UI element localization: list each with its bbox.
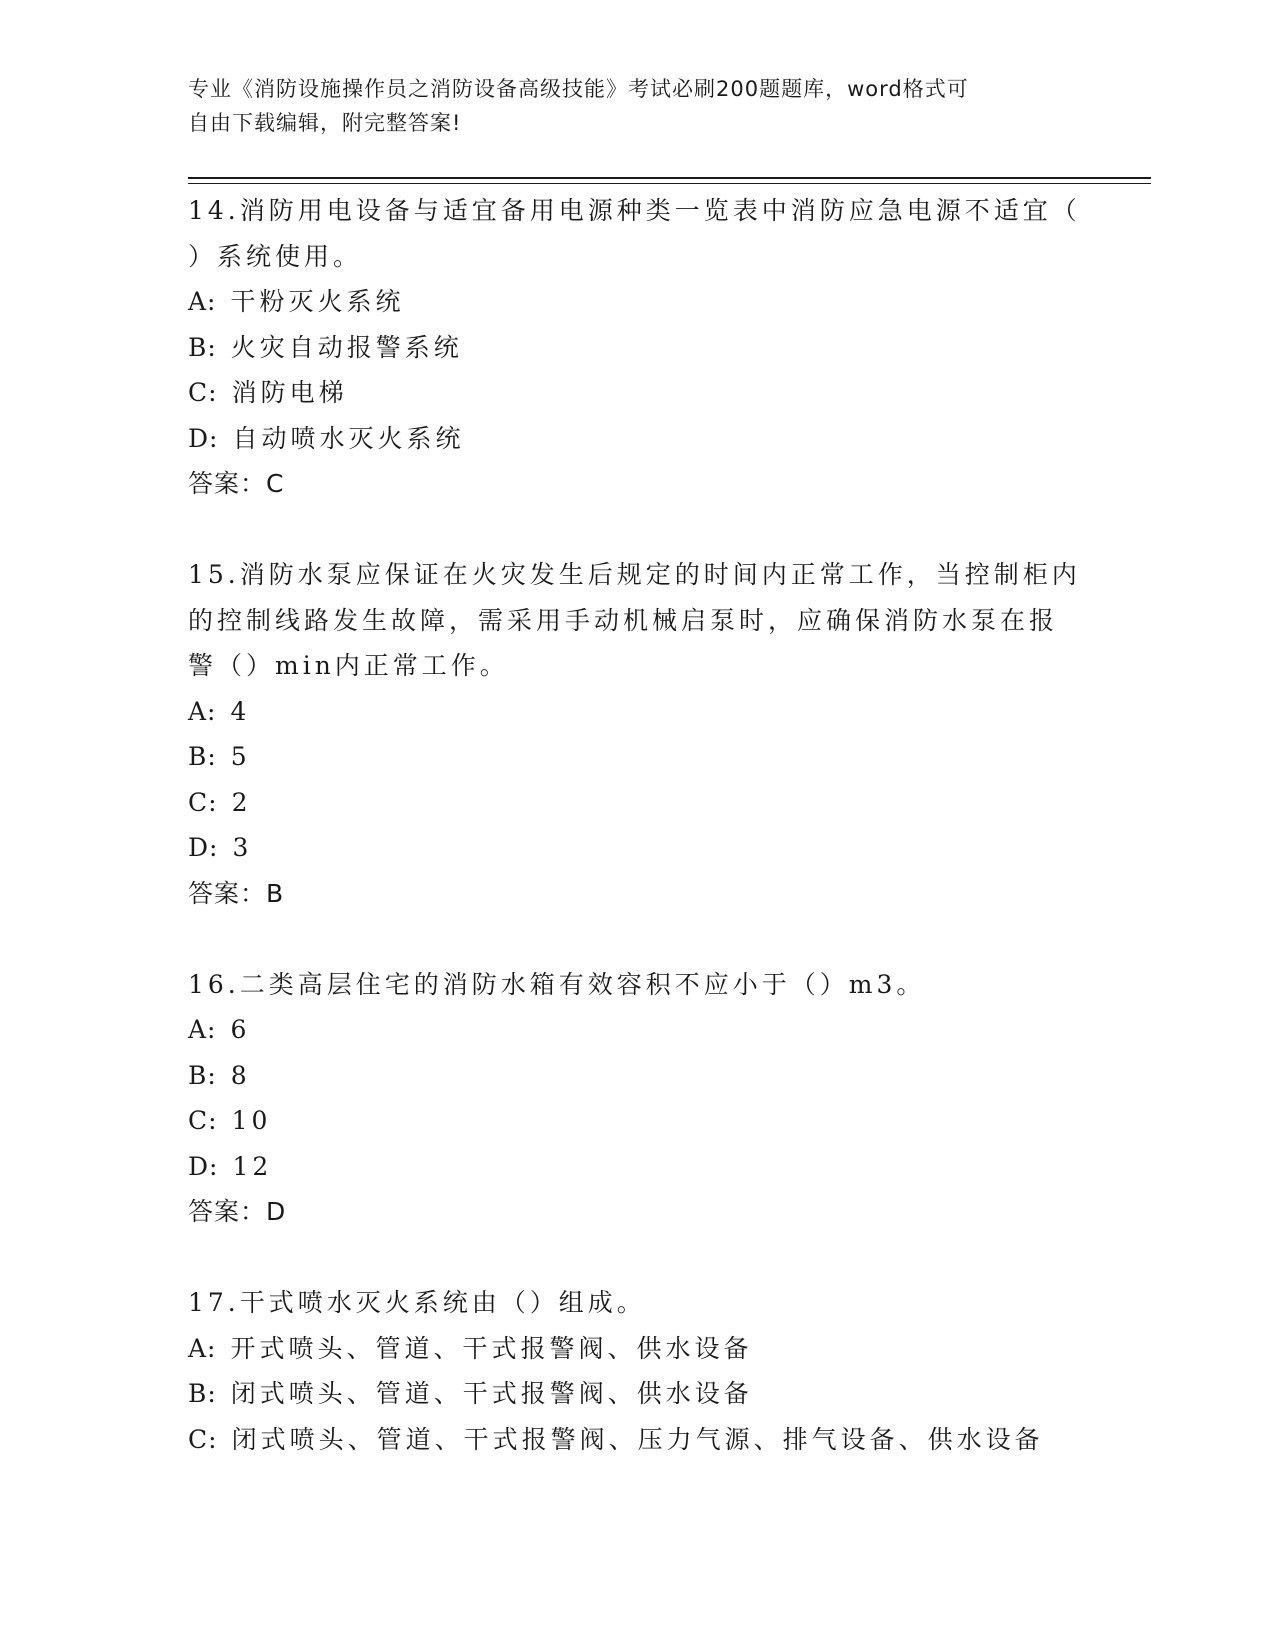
option-key: B: [188,742,217,771]
option-text: 12 [232,1151,273,1181]
option-key: A: [188,287,217,316]
option-key: B: [188,1060,217,1090]
question-stem-line: ）系统使用。 [188,241,363,271]
question-17 [188,1280,1088,1462]
question-stem-line: 17.干式喷水灭火系统由（）组成。 [188,1288,646,1317]
option-b [188,1053,1088,1099]
question-16 [188,962,1088,1235]
option-a [188,689,1088,735]
option-text: 消防电梯 [231,378,348,407]
question-stem-line: 14.消防用电设备与适宜备用电源种类一览表中消防应急电源不适宜（ [188,196,1081,225]
option-text: 火灾自动报警系统 [230,332,463,362]
option-key: C: [188,1106,218,1135]
question-stem-line: 的控制线路发生故障，需采用手动机械启泵时，应确保消防水泵在报 [188,605,1059,635]
option-text: 8 [230,1060,251,1090]
answer-line: 答案：C [188,469,285,498]
option-key: D: [188,833,219,862]
option-d [188,416,1088,462]
option-a [188,279,1088,325]
header-rule-thin [188,183,1151,184]
option-c [188,370,1088,416]
option-d [188,1144,1088,1190]
option-d [188,825,1088,871]
answer-line: 答案：B [188,878,285,908]
question-stem-line: 15.消防水泵应保证在火灾发生后规定的时间内正常工作，当控制柜内 [188,560,1081,589]
question-stem-line: 16.二类高层住宅的消防水箱有效容积不应小于（）m3。 [188,969,926,999]
option-text: 干粉灭火系统 [230,287,405,316]
option-key: A: [188,1015,217,1044]
option-text: 自动喷水灭火系统 [232,423,465,453]
option-key: D: [188,423,219,453]
option-text: 4 [230,696,251,726]
option-key: B: [188,1379,217,1408]
option-c [188,1098,1088,1144]
option-key: A: [188,696,217,726]
option-text: 5 [230,742,251,771]
question-14 [188,188,1088,506]
option-text: 3 [232,833,253,862]
header-line-1: 专业《消防设施操作员之消防设备高级技能》考试必刷200题题库，word格式可 [188,77,969,101]
option-key: A: [188,1333,217,1363]
option-text: 开式喷头、管道、干式报警阀、供水设备 [230,1333,753,1363]
question-list [188,188,1088,1508]
question-15 [188,552,1088,916]
option-text: 2 [231,787,252,817]
option-a [188,1326,1088,1372]
option-c [188,1417,1088,1463]
option-key: C: [188,378,218,407]
option-b [188,325,1088,371]
option-a [188,1007,1088,1053]
answer-line: 答案：D [188,1197,287,1226]
option-text: 闭式喷头、管道、干式报警阀、压力气源、排气设备、供水设备 [231,1424,1044,1454]
option-key: C: [188,1424,218,1454]
option-key: C: [188,787,218,817]
option-text: 10 [231,1106,272,1135]
option-key: D: [188,1151,219,1181]
header-rule-thick [188,177,1151,179]
question-stem-line: 警（）min内正常工作。 [188,651,509,680]
option-c [188,780,1088,826]
option-b [188,734,1088,780]
option-key: B: [188,332,217,362]
document-header [188,72,1068,140]
option-text: 6 [230,1015,251,1044]
option-b [188,1371,1088,1417]
option-text: 闭式喷头、管道、干式报警阀、供水设备 [230,1379,753,1408]
header-line-2: 自由下载编辑，附完整答案! [188,111,462,135]
